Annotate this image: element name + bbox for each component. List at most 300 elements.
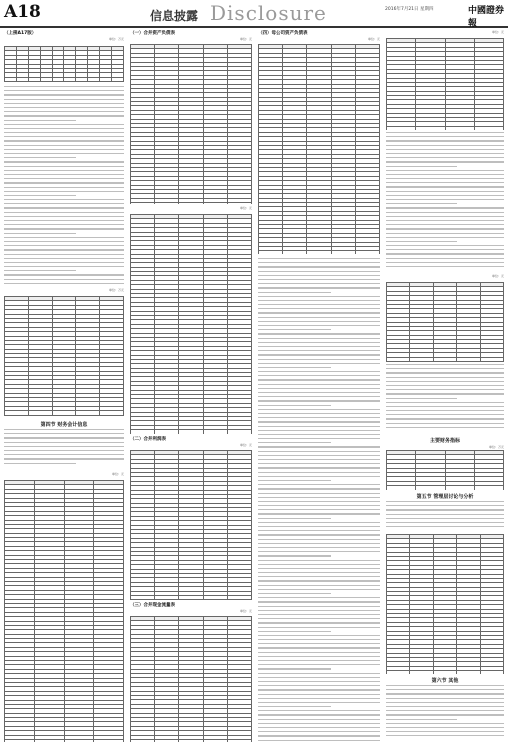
text-line (4, 203, 124, 204)
text-line (386, 501, 504, 502)
text-line (4, 216, 124, 217)
text-line (258, 627, 380, 628)
body-text-block (386, 364, 504, 434)
text-line (258, 555, 331, 556)
table-caption (130, 436, 252, 450)
table-cell (227, 739, 251, 742)
text-line (386, 182, 504, 183)
text-line (258, 656, 380, 657)
text-line (386, 702, 504, 703)
text-line (386, 253, 504, 254)
table-unit: 单位：元 (111, 472, 124, 476)
data-table (386, 38, 504, 130)
text-line (258, 300, 380, 301)
text-line (258, 735, 380, 736)
table-cell (76, 415, 100, 416)
text-line (386, 174, 504, 175)
continued-block (4, 30, 124, 41)
text-line (386, 132, 504, 133)
text-line (258, 467, 380, 468)
table-cell (474, 126, 503, 130)
text-line (386, 385, 504, 386)
masthead (0, 0, 508, 28)
text-line (258, 631, 331, 632)
table-grid (258, 44, 380, 254)
text-line (258, 539, 380, 540)
text-line (258, 421, 380, 422)
text-line (4, 433, 124, 434)
text-line (4, 99, 124, 100)
text-line (386, 245, 504, 246)
text-line (386, 170, 504, 171)
text-line (4, 458, 124, 459)
text-line (4, 115, 124, 116)
column-3 (258, 30, 380, 745)
table-unit: 单位：万元 (108, 37, 124, 41)
table-cell (410, 671, 433, 674)
text-line (258, 685, 380, 686)
text-line (258, 714, 380, 715)
text-line (258, 727, 380, 728)
table-cell (355, 251, 379, 254)
text-line (258, 614, 380, 615)
text-line (386, 685, 504, 686)
text-line (258, 585, 380, 586)
text-line (386, 410, 504, 411)
text-line (386, 381, 504, 382)
table-cell (416, 126, 445, 130)
text-line (258, 622, 380, 623)
table-grid (130, 44, 252, 204)
text-line (4, 429, 124, 430)
text-line (258, 593, 331, 594)
table-cell (480, 671, 503, 674)
text-line (386, 178, 504, 179)
text-line (4, 153, 124, 154)
table-grid (130, 214, 252, 434)
table-caption (386, 436, 504, 450)
table-caption (386, 30, 504, 38)
table-unit: 单位：万元 (488, 445, 504, 449)
table-grid (386, 534, 504, 674)
text-line (258, 681, 380, 682)
text-line (258, 426, 380, 427)
body-text-block (4, 420, 124, 470)
text-line (386, 166, 457, 167)
table-cell (155, 739, 179, 742)
text-line (4, 120, 76, 121)
text-line (4, 437, 124, 438)
text-line (258, 363, 380, 364)
page-number: A18 (4, 2, 41, 22)
text-line (258, 451, 380, 452)
table-caption (130, 602, 252, 616)
text-line (386, 706, 504, 707)
table-unit: 单位：元 (239, 443, 252, 447)
text-line (4, 446, 124, 447)
text-line (4, 107, 124, 108)
text-line (258, 283, 380, 284)
text-line (4, 124, 124, 125)
column-1 (4, 30, 124, 745)
text-line (4, 199, 124, 200)
text-line (386, 203, 457, 204)
text-line (386, 191, 504, 192)
text-line (386, 731, 504, 732)
data-table (4, 480, 124, 742)
text-line (4, 111, 124, 112)
body-text-block (386, 132, 504, 272)
data-table (130, 214, 252, 434)
newspaper-logo: 中國證券報 (468, 6, 505, 29)
data-table (386, 282, 504, 362)
data-table (386, 534, 504, 674)
text-line (258, 576, 380, 577)
text-line (4, 170, 124, 171)
table-cell (259, 251, 283, 254)
text-line (4, 450, 124, 451)
text-line (4, 245, 124, 246)
text-line (258, 308, 380, 309)
text-line (4, 94, 124, 95)
text-line (258, 568, 380, 569)
text-line (386, 216, 504, 217)
text-line (258, 647, 380, 648)
text-line (386, 372, 504, 373)
text-line (4, 174, 124, 175)
table-cell (433, 671, 456, 674)
text-line (4, 187, 124, 188)
text-line (4, 132, 124, 133)
text-line (258, 472, 380, 473)
text-line (258, 610, 380, 611)
text-line (258, 388, 380, 389)
section-title-en: Disclosure (210, 1, 327, 25)
text-line (258, 476, 380, 477)
table-caption (258, 30, 380, 44)
text-line (258, 643, 380, 644)
text-line (4, 86, 124, 87)
table-unit: 单位：元 (239, 609, 252, 613)
text-line (258, 618, 380, 619)
section-heading: 第四节 财务会计信息 (40, 422, 88, 428)
body-text-block (386, 492, 504, 532)
section-title-cn: 信息披露 (150, 9, 199, 23)
text-line (386, 195, 504, 196)
text-line (258, 689, 380, 690)
text-line (258, 317, 380, 318)
text-line (386, 505, 504, 506)
text-line (386, 368, 504, 369)
section-heading: 第五节 管理层讨论与分析 (416, 494, 474, 500)
text-line (386, 418, 504, 419)
text-line (4, 241, 124, 242)
text-line (4, 224, 124, 225)
text-line (258, 396, 380, 397)
text-line (258, 698, 380, 699)
text-line (258, 275, 380, 276)
text-line (258, 543, 380, 544)
table-cell (457, 671, 480, 674)
data-table (258, 44, 380, 254)
text-line (4, 220, 124, 221)
text-line (386, 693, 504, 694)
table-cell (179, 203, 203, 204)
table-caption (386, 274, 504, 282)
text-line (386, 526, 504, 527)
table-cell (387, 671, 410, 674)
table-cell (131, 203, 155, 204)
text-line (4, 195, 76, 196)
text-line (386, 153, 504, 154)
text-line (258, 367, 331, 368)
text-line (258, 321, 380, 322)
table-grid (4, 296, 124, 416)
table-grid (4, 46, 124, 82)
text-line (258, 652, 380, 653)
body-text-block (386, 676, 504, 742)
table-title: 主要财务指标 (429, 438, 460, 444)
text-line (386, 136, 504, 137)
text-line (258, 706, 331, 707)
table-cell (100, 415, 124, 416)
text-line (386, 723, 504, 724)
text-line (4, 237, 124, 238)
text-line (258, 530, 380, 531)
text-line (258, 526, 380, 527)
column-2 (130, 30, 252, 745)
text-line (258, 262, 380, 263)
text-line (258, 513, 380, 514)
table-cell (331, 251, 355, 254)
text-line (4, 454, 124, 455)
table-cell (5, 415, 29, 416)
table-cell (131, 739, 155, 742)
text-line (258, 266, 380, 267)
body-text-block (258, 258, 380, 742)
data-table (130, 450, 252, 600)
text-line (258, 668, 331, 669)
text-line (386, 735, 504, 736)
text-line (4, 157, 76, 158)
text-line (258, 325, 380, 326)
column-4 (386, 30, 504, 745)
text-line (258, 731, 380, 732)
text-line (4, 149, 124, 150)
table-caption (130, 30, 252, 44)
text-line (258, 405, 331, 406)
text-line (258, 379, 380, 380)
text-line (386, 698, 504, 699)
issue-date: 2016年7月21日 星期四 (385, 7, 434, 12)
text-line (258, 438, 380, 439)
text-line (258, 455, 380, 456)
text-line (386, 262, 504, 263)
text-line (258, 493, 380, 494)
text-line (4, 103, 124, 104)
text-line (386, 199, 504, 200)
body-text-block (4, 86, 124, 286)
text-line (4, 212, 124, 213)
text-line (4, 442, 124, 443)
text-line (4, 161, 124, 162)
text-line (386, 402, 504, 403)
table-caption (130, 206, 252, 214)
table-unit: 单位：元 (491, 274, 504, 278)
text-line (258, 392, 380, 393)
text-line (386, 710, 504, 711)
sub-heading: （四）母公司资产负债表 (258, 31, 308, 36)
text-line (386, 212, 504, 213)
text-line (258, 434, 380, 435)
text-line (258, 723, 380, 724)
text-line (258, 580, 380, 581)
text-line (258, 384, 380, 385)
text-line (258, 258, 380, 259)
table-grid (386, 450, 504, 490)
text-line (258, 660, 380, 661)
text-line (4, 262, 124, 263)
text-line (4, 463, 76, 464)
text-line (258, 719, 380, 720)
text-line (258, 572, 380, 573)
text-line (258, 342, 380, 343)
text-line (4, 283, 124, 284)
text-line (386, 145, 504, 146)
text-line (258, 597, 380, 598)
text-line (386, 518, 504, 519)
text-line (258, 639, 380, 640)
text-line (258, 371, 380, 372)
sub-heading: （三）合并现金流量表 (130, 603, 175, 608)
text-line (386, 398, 457, 399)
text-line (386, 266, 504, 267)
text-line (258, 664, 380, 665)
table-grid (130, 450, 252, 600)
table-cell (28, 415, 52, 416)
text-line (386, 220, 504, 221)
text-line (4, 228, 124, 229)
text-line (258, 673, 380, 674)
text-line (386, 389, 504, 390)
text-line (258, 740, 380, 741)
table-cell (227, 203, 251, 204)
table-cell (155, 203, 179, 204)
text-line (258, 279, 380, 280)
text-line (386, 427, 504, 428)
text-line (258, 312, 380, 313)
text-line (258, 359, 380, 360)
table-unit: 单位：元 (239, 37, 252, 41)
text-line (258, 501, 380, 502)
text-line (386, 393, 504, 394)
text-line (386, 714, 504, 715)
text-line (258, 677, 380, 678)
text-line (258, 606, 380, 607)
table-caption (4, 472, 124, 480)
table-cell (179, 739, 203, 742)
text-line (4, 249, 124, 250)
text-line (258, 551, 380, 552)
text-line (258, 430, 380, 431)
section-heading: 第六节 其他 (431, 678, 459, 684)
text-line (386, 258, 504, 259)
text-line (4, 233, 76, 234)
text-line (4, 254, 124, 255)
text-line (258, 694, 380, 695)
text-line (258, 589, 380, 590)
text-line (386, 423, 504, 424)
table-cell (5, 740, 35, 742)
text-line (258, 564, 380, 565)
table-cell (52, 415, 76, 416)
sub-heading: （二）合并利润表 (130, 437, 166, 442)
text-line (258, 354, 380, 355)
table-cell (94, 740, 124, 742)
text-line (4, 207, 124, 208)
table-unit: 单位：元 (491, 30, 504, 34)
text-line (258, 480, 331, 481)
sub-heading: （一）合并资产负债表 (130, 31, 175, 36)
text-line (386, 224, 504, 225)
text-line (258, 522, 380, 523)
table-grid (386, 38, 504, 130)
table-cell (283, 251, 307, 254)
table-cell (307, 251, 331, 254)
data-table (386, 450, 504, 490)
table-grid (386, 282, 504, 362)
table-cell (387, 126, 416, 130)
text-line (258, 329, 331, 330)
text-line (4, 274, 124, 275)
text-line (258, 635, 380, 636)
text-line (386, 377, 504, 378)
text-line (386, 727, 504, 728)
table-unit: 单位：万元 (108, 288, 124, 292)
text-line (4, 178, 124, 179)
table-cell (203, 739, 227, 742)
text-line (258, 534, 380, 535)
text-line (386, 364, 504, 365)
data-table (4, 46, 124, 82)
text-line (4, 90, 124, 91)
text-line (4, 182, 124, 183)
data-table (130, 44, 252, 204)
text-line (258, 484, 380, 485)
text-line (258, 346, 380, 347)
table-grid (130, 616, 252, 742)
text-line (258, 509, 380, 510)
text-line (258, 400, 380, 401)
table-cell (34, 740, 64, 742)
table-cell (203, 203, 227, 204)
text-line (258, 547, 380, 548)
text-line (4, 266, 124, 267)
text-line (386, 509, 504, 510)
text-line (258, 601, 380, 602)
text-line (386, 514, 504, 515)
text-line (386, 157, 504, 158)
text-line (386, 186, 504, 187)
text-line (4, 145, 124, 146)
text-line (258, 350, 380, 351)
text-line (258, 505, 380, 506)
text-line (258, 417, 380, 418)
text-line (258, 446, 380, 447)
text-line (386, 149, 504, 150)
text-line (258, 702, 380, 703)
text-line (4, 279, 124, 280)
